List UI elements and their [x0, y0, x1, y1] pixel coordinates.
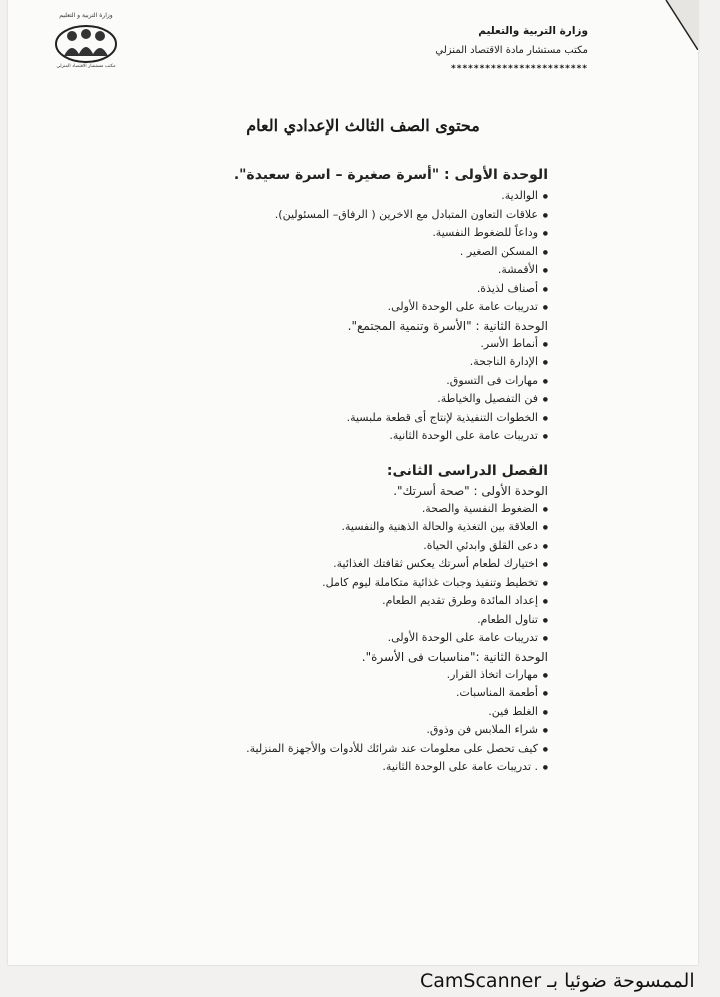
s2-unit2-heading: الوحدة الثانية :"مناسبات فى الأسرة".: [361, 649, 548, 664]
document-page: [8, 0, 698, 965]
list-item: ● تدريبات عامة على الوحدة الثانية.: [118, 427, 548, 446]
s1-unit1-list: [118, 187, 548, 317]
list-item: ● العلاقة بين التغذية والحالة الذهنية والنفسية.: [118, 518, 548, 537]
list-item: ● مهارات فى التسوق.: [118, 372, 548, 391]
ministry-name: وزارة التربية والتعليم: [478, 25, 588, 37]
list-item: ● وداعاً للضغوط النفسية.: [118, 224, 548, 243]
list-item: ● تخطيط وتنفيذ وجبات غذائية متكاملة ليوم كامل.: [118, 574, 548, 593]
list-item: ● تدريبات عامة على الوحدة الأولى.: [118, 629, 548, 648]
list-item: ● إعداد المائدة وطرق تقديم الطعام.: [118, 592, 548, 611]
list-item: ● أصناف لذيذة.: [118, 280, 548, 299]
s2-unit1-heading: الوحدة الأولى : "صحة أسرتك".: [393, 483, 548, 498]
list-item: ● أطعمة المناسبات.: [118, 684, 548, 703]
letterhead: [348, 22, 588, 79]
s1-unit1-heading: الوحدة الأولى : "أسرة صغيرة – اسرة سعيدة".: [233, 167, 548, 183]
ministry-logo: [46, 12, 126, 72]
s2-unit2-list: [118, 666, 548, 777]
list-item: ● الوالدية.: [118, 187, 548, 206]
s2-unit1-list: [118, 500, 548, 648]
watermark-arabic: الممسوحة ضوئيا بـ: [547, 970, 695, 992]
family-emblem-icon: [54, 22, 118, 64]
list-item: ● أنماط الأسر.: [118, 335, 548, 354]
s1-unit2-heading: الوحدة الثانية : "الأسرة وتنمية المجتمع".: [347, 318, 548, 333]
list-item: ● شراء الملابس فن وذوق.: [118, 721, 548, 740]
list-item: ● فن التفصيل والخياطة.: [118, 390, 548, 409]
semester2-heading: الفصل الدراسى الثانى:: [386, 462, 548, 479]
list-item: ● دعى القلق وابدئي الحياة.: [118, 537, 548, 556]
list-item: ● علاقات التعاون المتبادل مع الاخرين ( الرفاق– المسئولين).: [118, 206, 548, 225]
page-fold-corner: [658, 0, 698, 50]
list-item: ● الإدارة الناجحة.: [118, 353, 548, 372]
list-item: ● الغلط فين.: [118, 703, 548, 722]
list-item: ● الخطوات التنفيذية لإنتاج أى قطعة ملبسية.: [118, 409, 548, 428]
list-item: ● تدريبات عامة على الوحدة الأولى.: [118, 298, 548, 317]
list-item: ● كيف تحصل على معلومات عند شرائك للأدوات والأجهزة المنزلية.: [118, 740, 548, 759]
watermark-brand: CamScanner: [420, 970, 542, 992]
list-item: ● اختيارك لطعام أسرتك يعكس ثقافتك الغذائية.: [118, 555, 548, 574]
logo-bottom-text: مكتب مستشار الاقتصاد المنزلي: [56, 64, 116, 69]
header-divider-stars: ************************: [451, 64, 588, 74]
office-name: مكتب مستشار مادة الاقتصاد المنزلي: [435, 45, 588, 56]
list-item: ● المسكن الصغير .: [118, 243, 548, 262]
list-item: ● الأقمشة.: [118, 261, 548, 280]
s1-unit2-list: [118, 335, 548, 446]
list-item: ● . تدريبات عامة على الوحدة الثانية.: [118, 758, 548, 777]
page-title: محتوى الصف الثالث الإعدادي العام: [246, 116, 480, 135]
list-item: ● مهارات اتخاذ القرار.: [118, 666, 548, 685]
list-item: ● الضغوط النفسية والصحة.: [118, 500, 548, 519]
logo-top-text: وزارة التربية و التعليم: [59, 12, 113, 19]
curriculum-content: [118, 163, 548, 777]
camscanner-watermark: [420, 965, 720, 997]
list-item: ● تناول الطعام.: [118, 611, 548, 630]
